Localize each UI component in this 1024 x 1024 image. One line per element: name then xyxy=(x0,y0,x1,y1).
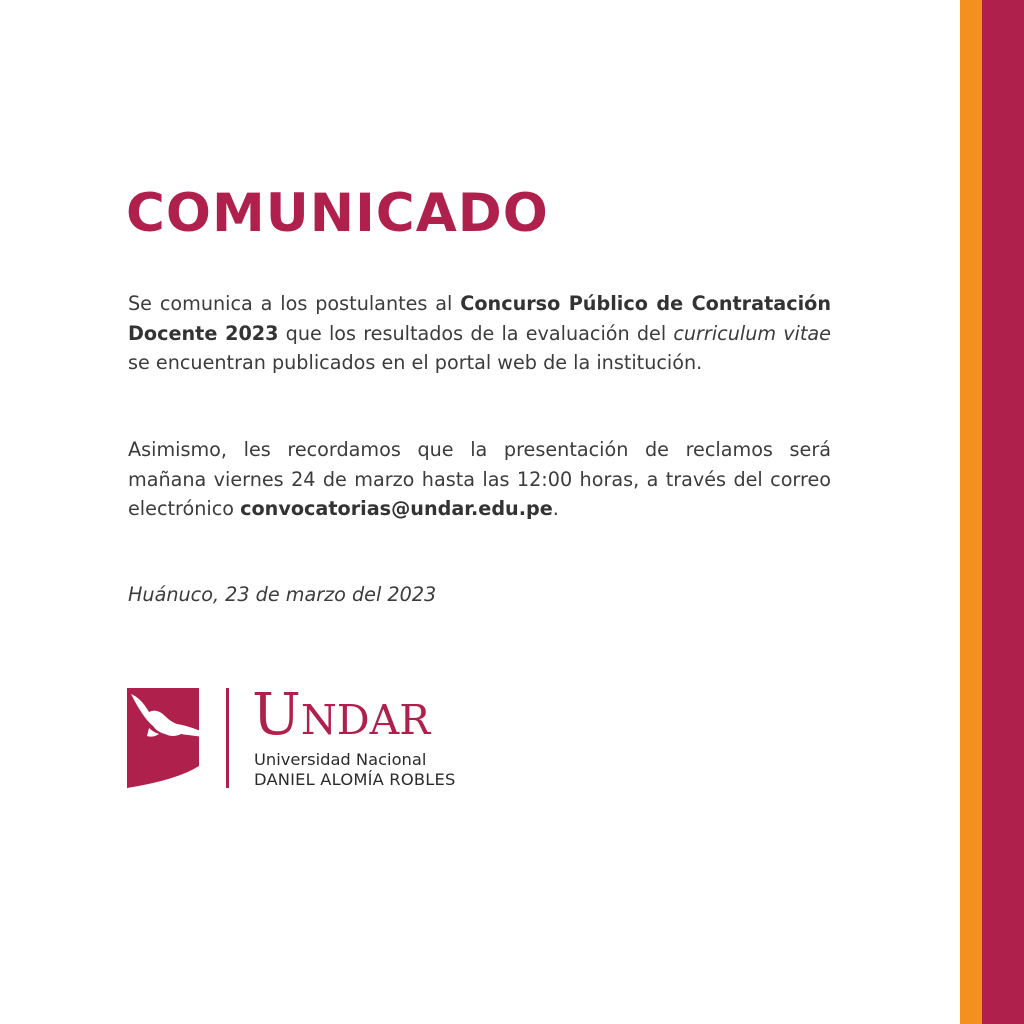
announcement-paragraph-1 xyxy=(128,289,831,378)
cv-term: curriculum vitae xyxy=(673,321,831,345)
wordmark-rest: NDAR xyxy=(300,696,431,744)
logo-divider xyxy=(226,688,229,788)
p2-intro-text: Asimismo, les recordamos que la presentación de reclamos será mañana viernes 24 de marzo hasta las 12:00 horas, a través del correo electrónico xyxy=(128,438,831,520)
university-line-2: DANIEL ALOMÍA ROBLES xyxy=(254,770,456,789)
p1-intro-text: Se comunica a los postulantes al xyxy=(128,292,461,315)
p1-end-text: se encuentran publicados en el portal web de la institución. xyxy=(128,351,703,374)
undar-wordmark xyxy=(252,680,431,750)
page-title: COMUNICADO xyxy=(126,183,549,244)
announcement-paragraph-2 xyxy=(128,435,831,524)
orange-side-stripe xyxy=(960,0,982,1024)
contact-email: convocatorias@undar.edu.pe xyxy=(240,497,553,520)
wordmark-initial: U xyxy=(252,680,301,748)
place-date: Huánuco, 23 de marzo del 2023 xyxy=(128,583,437,606)
p1-mid-text: que los resultados de la evaluación del xyxy=(278,321,674,345)
university-line-1: Universidad Nacional xyxy=(254,750,427,769)
crimson-side-stripe xyxy=(982,0,1024,1024)
condor-emblem-icon xyxy=(127,688,199,788)
p2-end-text: . xyxy=(552,497,559,520)
contest-name: Concurso Público de Contratación Docente 2023 xyxy=(128,292,831,345)
